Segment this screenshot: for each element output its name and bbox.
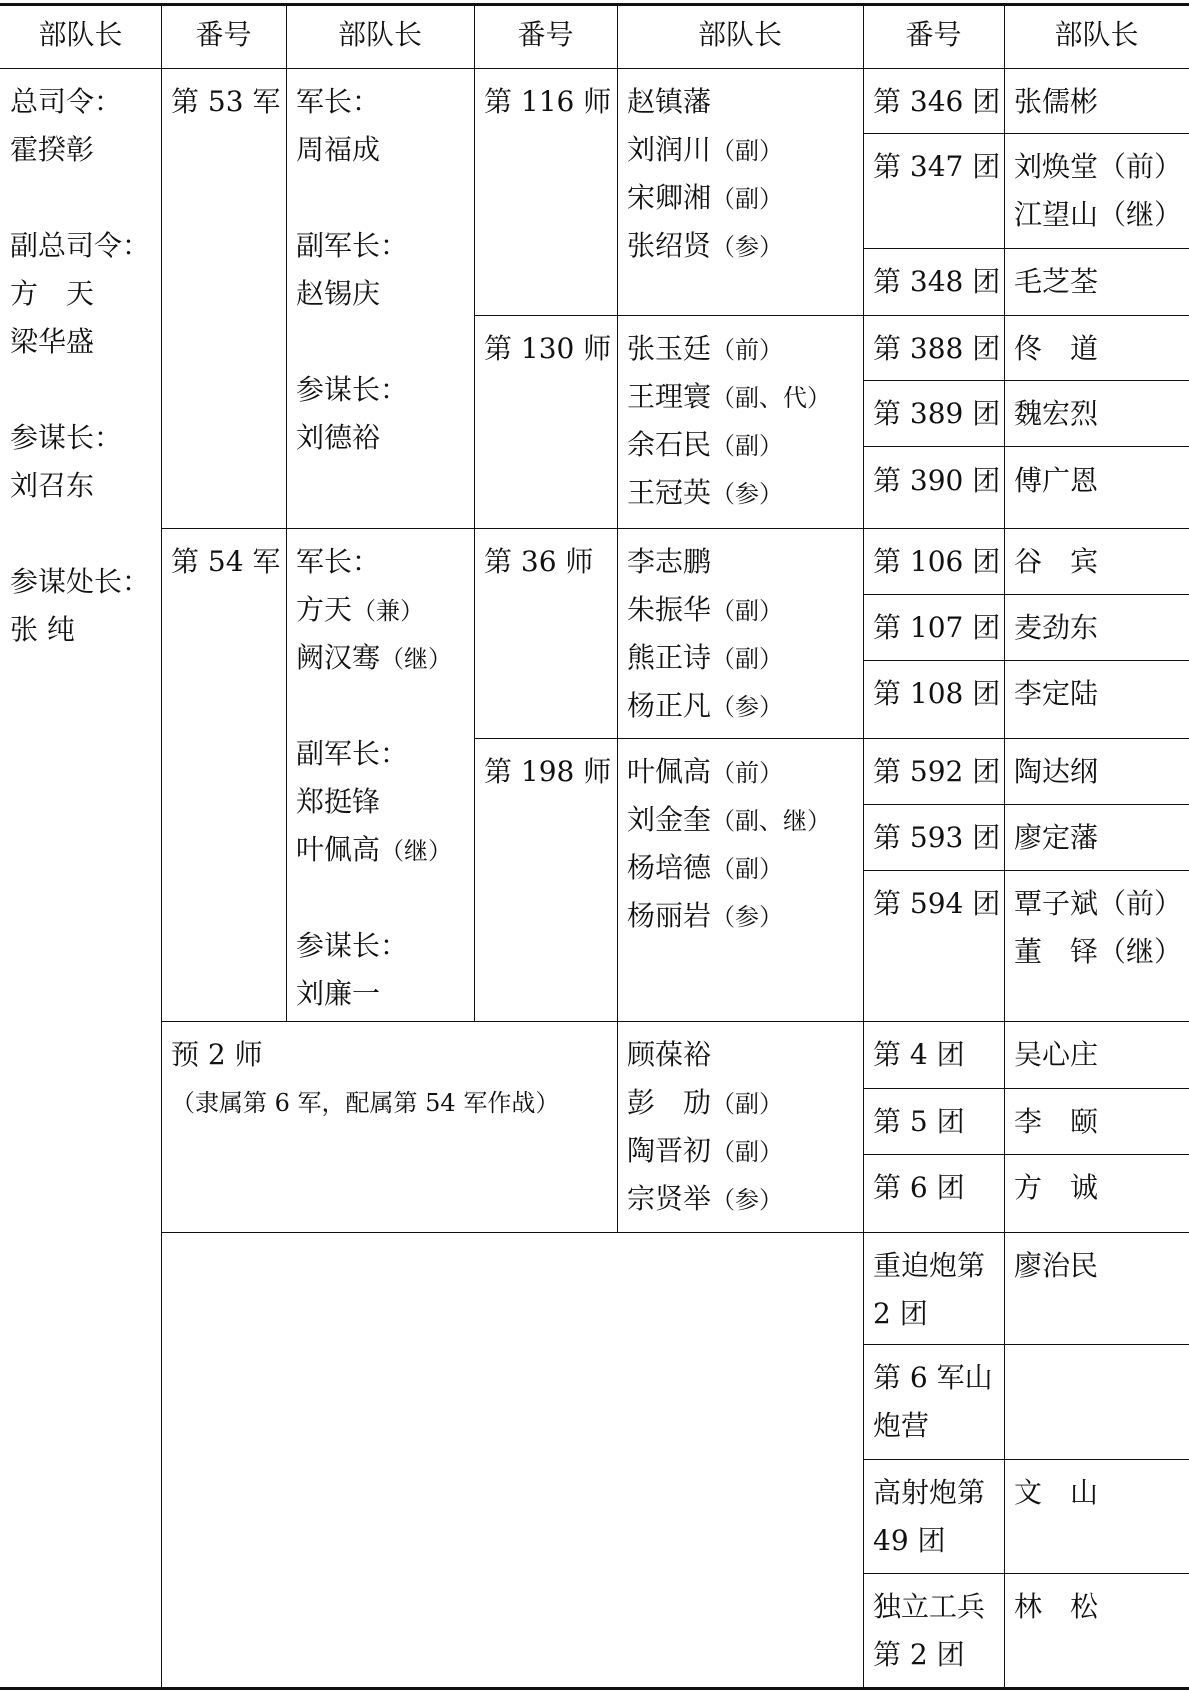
header-cell: 部队长 (38, 18, 123, 51)
army-leader-line: 阙汉骞（继） (296, 641, 453, 674)
row-rule (863, 248, 1189, 249)
regiment-leader: 佟 道 (1014, 332, 1099, 365)
unit-name-line: 第 2 团 (873, 1638, 965, 1671)
div-116-leaders-cell (627, 78, 783, 270)
hq-leader-line (10, 174, 150, 222)
div-leader-line: 陶晋初（副） (627, 1134, 784, 1167)
col-rule (617, 3, 618, 1232)
hq-leaders-cell (10, 78, 150, 654)
row-rule (863, 1154, 1189, 1155)
row-rule (474, 738, 1189, 739)
div-leader-line: 杨培德（副） (627, 851, 784, 884)
div-116-name: 第 116 师 (484, 85, 612, 118)
army-54-name: 第 54 军 (171, 545, 281, 578)
header-cell: 番号 (905, 18, 962, 51)
row-rule (161, 528, 1189, 529)
row-rule (863, 1088, 1189, 1089)
col-rule (161, 3, 162, 1690)
hq-leader-line (10, 510, 150, 558)
div-leader-line: 余石民（副） (627, 428, 784, 461)
army-leader-line: 参谋长： (296, 929, 409, 962)
regiment-name: 第 347 团 (873, 150, 1001, 183)
army-leader-line: 参谋长： (296, 373, 409, 406)
div-leader-line: 熊正诗（副） (627, 641, 784, 674)
unit-name-cell (873, 1242, 985, 1338)
army-leader-line: 刘廉一 (296, 977, 381, 1010)
regiment-leader: 方 诚 (1014, 1171, 1099, 1204)
regiment-name: 第 346 团 (873, 85, 1001, 118)
regiment-name: 第 107 团 (873, 611, 1001, 644)
regiment-leaders-cell (1014, 143, 1182, 239)
regiment-leader: 廖定藩 (1014, 821, 1099, 854)
army-53-leaders-cell (296, 78, 408, 462)
div-leader-line: 赵镇藩 (627, 85, 712, 118)
regiment-leader: 李 颐 (1014, 1105, 1099, 1138)
div-leader-line: 张绍贤（参） (627, 229, 784, 262)
army-leader-line: 军长： (296, 545, 381, 578)
regiment-leader: 刘焕堂（前） (1014, 150, 1183, 183)
header-cell: 番号 (195, 18, 252, 51)
unit-name-cell (873, 1354, 993, 1450)
army-leader-line (296, 174, 408, 222)
regiment-leader: 傅广恩 (1014, 464, 1099, 497)
unit-name-line: 独立工兵 (873, 1590, 986, 1623)
row-rule (863, 594, 1189, 595)
regiment-name: 第 6 团 (873, 1171, 965, 1204)
div-leader-line: 王理寰（副、代） (627, 380, 832, 413)
div-leader-line: 李志鹏 (627, 545, 712, 578)
row-rule (863, 380, 1189, 381)
army-leader-line: 郑挺锋 (296, 785, 381, 818)
regiment-name: 第 390 团 (873, 464, 1001, 497)
regiment-leader: 陶达纲 (1014, 755, 1099, 788)
div-198-leaders-cell (627, 748, 831, 940)
regiment-name: 第 108 团 (873, 677, 1001, 710)
hq-leader-line: 梁华盛 (10, 325, 95, 358)
army-53-name: 第 53 军 (171, 85, 281, 118)
regiment-leaders-cell (1014, 880, 1182, 976)
div-130-name: 第 130 师 (484, 332, 612, 365)
army-leader-line (296, 318, 408, 366)
header-cell: 番号 (517, 18, 574, 51)
unit-name-cell (873, 1583, 985, 1679)
div-leader-line: 张玉廷（前） (627, 332, 784, 365)
unit-name-line: 2 团 (873, 1297, 928, 1330)
army-leader-line: 军长： (296, 85, 381, 118)
row-rule (863, 804, 1189, 805)
div-leader-line: 王冠英（参） (627, 476, 784, 509)
row-rule (161, 1021, 1189, 1022)
div-36-name: 第 36 师 (484, 545, 594, 578)
army-54-leaders-cell (296, 538, 452, 1018)
regiment-leader: 江望山（继） (1014, 198, 1183, 231)
unit-name-line: 重迫炮第 (873, 1249, 986, 1282)
row-rule (863, 870, 1189, 871)
div-leader-line: 彭 劢（副） (627, 1086, 784, 1119)
army-leader-line: 方天（兼） (296, 593, 425, 626)
div-198-name: 第 198 师 (484, 755, 612, 788)
unit-name-line: 炮营 (873, 1409, 930, 1442)
regiment-name: 第 348 团 (873, 265, 1001, 298)
div-leader-line: 刘润川（副） (627, 133, 784, 166)
header-cell: 部队长 (697, 18, 782, 51)
row-rule (863, 1344, 1189, 1345)
regiment-leader: 张儒彬 (1014, 85, 1099, 118)
regiment-leader: 董 铎（继） (1014, 935, 1183, 968)
regiment-leader: 覃子斌（前） (1014, 887, 1183, 920)
army-leader-line: 刘德裕 (296, 421, 381, 454)
header-cell: 部队长 (1054, 18, 1139, 51)
div-leader-line: 杨正凡（参） (627, 689, 784, 722)
regiment-leader: 李定陆 (1014, 677, 1099, 710)
unit-leader: 文 山 (1014, 1476, 1099, 1509)
unit-leader: 林 松 (1014, 1590, 1099, 1623)
hq-leader-line: 张 纯 (10, 613, 75, 646)
reserve-2-note: （隶属第 6 军，配属第 54 军作战） (171, 1089, 560, 1117)
hq-leader-line: 霍揆彰 (10, 133, 95, 166)
regiment-name: 第 5 团 (873, 1105, 965, 1138)
regiment-name: 第 592 团 (873, 755, 1001, 788)
hq-leader-line: 副总司令： (10, 229, 151, 262)
row-rule (863, 1573, 1189, 1574)
army-leader-line: 副军长： (296, 229, 409, 262)
army-leader-line (296, 682, 452, 730)
army-leader-line: 副军长： (296, 737, 409, 770)
col-rule (286, 3, 287, 1021)
col-rule (474, 3, 475, 1021)
unit-name-line: 49 团 (873, 1524, 946, 1557)
row-rule (161, 1232, 1189, 1233)
header-cell: 部队长 (337, 18, 422, 51)
hq-leader-line: 总司令： (10, 85, 123, 118)
table-top-rule (0, 3, 1189, 6)
army-leader-line: 赵锡庆 (296, 277, 381, 310)
row-rule (863, 660, 1189, 661)
div-leader-line: 叶佩高（前） (627, 755, 784, 788)
hq-leader-line: 刘召东 (10, 469, 95, 502)
table-bottom-rule (0, 1687, 1189, 1690)
unit-leader: 廖治民 (1014, 1249, 1099, 1282)
regiment-leader: 谷 宾 (1014, 545, 1099, 578)
col-rule (863, 3, 864, 1690)
unit-name-line: 高射炮第 (873, 1476, 986, 1509)
regiment-leader: 吴心庄 (1014, 1038, 1099, 1071)
row-rule (474, 315, 1189, 316)
regiment-name: 第 594 团 (873, 887, 1001, 920)
header-rule (0, 68, 1189, 69)
hq-leader-line (10, 366, 150, 414)
div-leader-line: 朱振华（副） (627, 593, 784, 626)
div-leader-line: 宋卿湘（副） (627, 181, 784, 214)
regiment-name: 第 4 团 (873, 1038, 965, 1071)
div-leader-line: 宗贤举（参） (627, 1182, 784, 1215)
army-leader-line: 叶佩高（继） (296, 833, 453, 866)
div-leader-line: 杨丽岩（参） (627, 899, 784, 932)
unit-name-cell (873, 1469, 985, 1565)
hq-leader-line: 参谋处长： (10, 565, 151, 598)
regiment-name: 第 106 团 (873, 545, 1001, 578)
regiment-name: 第 388 团 (873, 332, 1001, 365)
div-leader-line: 刘金奎（副、继） (627, 803, 832, 836)
regiment-name: 第 389 团 (873, 397, 1001, 430)
reserve-2-name: 预 2 师 (171, 1038, 263, 1071)
hq-leader-line: 参谋长： (10, 421, 123, 454)
army-leader-line (296, 874, 452, 922)
col-rule (1004, 3, 1005, 1690)
div-leader-line: 顾葆裕 (627, 1038, 712, 1071)
army-leader-line: 周福成 (296, 133, 381, 166)
regiment-name: 第 593 团 (873, 821, 1001, 854)
row-rule (863, 446, 1189, 447)
reserve-2-leaders-cell (627, 1031, 783, 1223)
regiment-leader: 麦劲东 (1014, 611, 1099, 644)
regiment-leader: 魏宏烈 (1014, 397, 1099, 430)
reserve-2-cell (171, 1031, 559, 1127)
div-130-leaders-cell (627, 325, 831, 517)
row-rule (863, 133, 1189, 134)
regiment-leader: 毛芝荃 (1014, 265, 1099, 298)
hq-leader-line: 方 天 (10, 277, 95, 310)
row-rule (863, 1459, 1189, 1460)
div-36-leaders-cell (627, 538, 783, 730)
unit-name-line: 第 6 军山 (873, 1361, 993, 1394)
